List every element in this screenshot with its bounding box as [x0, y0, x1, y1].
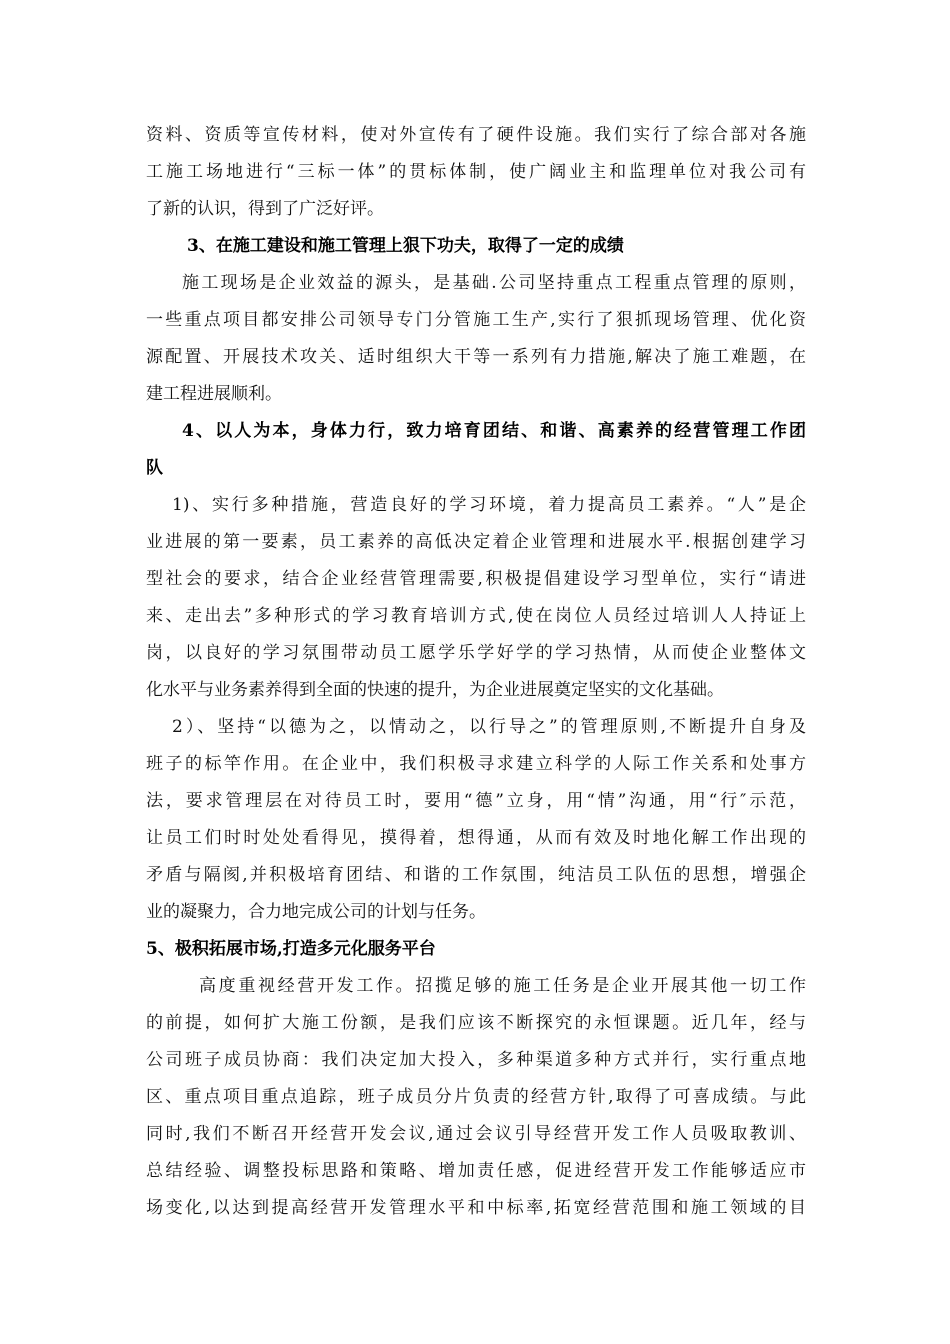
paragraph-line: 建工程进展顺利。 [146, 384, 282, 404]
paragraph-line: 的前提，如何扩大施工份额，是我们应该不断探究的永恒课题。近几年，经与 [146, 1013, 806, 1033]
paragraph-line: 业的凝聚力，合力地完成公司的计划与任务。 [146, 902, 486, 922]
paragraph-line: 型社会的要求，结合企业经营管理需要,积极提倡建设学习型单位，实行“请进 [146, 569, 806, 589]
section-heading-5: 5、极积拓展市场,打造多元化服务平台 [146, 939, 436, 959]
paragraph-line: 公司班子成员协商：我们决定加大投入，多种渠道多种方式并行，实行重点地 [146, 1050, 806, 1070]
paragraph-line: 工施工场地进行“三标一体”的贯标体制，使广阔业主和监理单位对我公司有 [146, 162, 806, 182]
paragraph-line: 同时,我们不断召开经营开发会议,通过会议引导经营开发工作人员吸取教训、 [146, 1124, 806, 1144]
paragraph-line: 2）、坚持“以德为之，以情动之，以行导之”的管理原则,不断提升自身及 [172, 717, 806, 737]
paragraph-line: 业进展的第一要素，员工素养的高低决定着企业管理和进展水平.根据创建学习 [146, 532, 806, 552]
paragraph-line: 资料、资质等宣传材料，使对外宣传有了硬件设施。我们实行了综合部对各施 [146, 125, 806, 145]
paragraph-line: 高度重视经营开发工作。招揽足够的施工任务是企业开展其他一切工作 [199, 976, 806, 996]
paragraph-line: 场变化,以达到提高经营开发管理水平和中标率,拓宽经营范围和施工领域的目 [146, 1198, 806, 1218]
paragraph-line: 岗，以良好的学习氛围带动员工愿学乐学好学的学习热情，从而使企业整体文 [146, 643, 806, 663]
paragraph-line: 源配置、开展技术攻关、适时组织大干等一系列有力措施,解决了施工难题，在 [146, 347, 806, 367]
paragraph-line: 班子的标竿作用。在企业中，我们积极寻求建立科学的人际工作关系和处事方 [146, 754, 806, 774]
section-heading-3: 3、在施工建设和施工管理上狠下功夫，取得了一定的成绩 [187, 236, 624, 256]
paragraph-line: 了新的认识，得到了广泛好评。 [146, 199, 384, 219]
section-heading-4: 4、以人为本，身体力行，致力培育团结、和谐、高素养的经营管理工作团 [182, 421, 806, 441]
paragraph-line: 总结经验、调整投标思路和策略、增加责任感，促进经营开发工作能够适应市 [146, 1161, 806, 1181]
section-heading-4-continued: 队 [146, 458, 163, 478]
paragraph-line: 区、重点项目重点追踪，班子成员分片负责的经营方针,取得了可喜成绩。与此 [146, 1087, 806, 1107]
paragraph-line: 矛盾与隔阂,并积极培育团结、和谐的工作氛围，纯洁员工队伍的思想，增强企 [146, 865, 806, 885]
paragraph-line: 施工现场是企业效益的源头，是基础.公司坚持重点工程重点管理的原则， [182, 273, 806, 293]
paragraph-line: 来、走出去”多种形式的学习教育培训方式,使在岗位人员经过培训人人持证上 [146, 606, 806, 626]
paragraph-line: 化水平与业务素养得到全面的快速的提升，为企业进展奠定坚实的文化基础。 [146, 680, 724, 700]
paragraph-line: 让员工们时时处处看得见，摸得着，想得通，从而有效及时地化解工作出现的 [146, 828, 806, 848]
paragraph-line: 一些重点项目都安排公司领导专门分管施工生产,实行了狠抓现场管理、优化资 [146, 310, 806, 330]
paragraph-line: 1)、实行多种措施，营造良好的学习环境，着力提高员工素养。“人”是企 [172, 495, 806, 515]
paragraph-line: 法，要求管理层在对待员工时，要用“德”立身，用“情”沟通，用“行″示范， [146, 791, 806, 811]
